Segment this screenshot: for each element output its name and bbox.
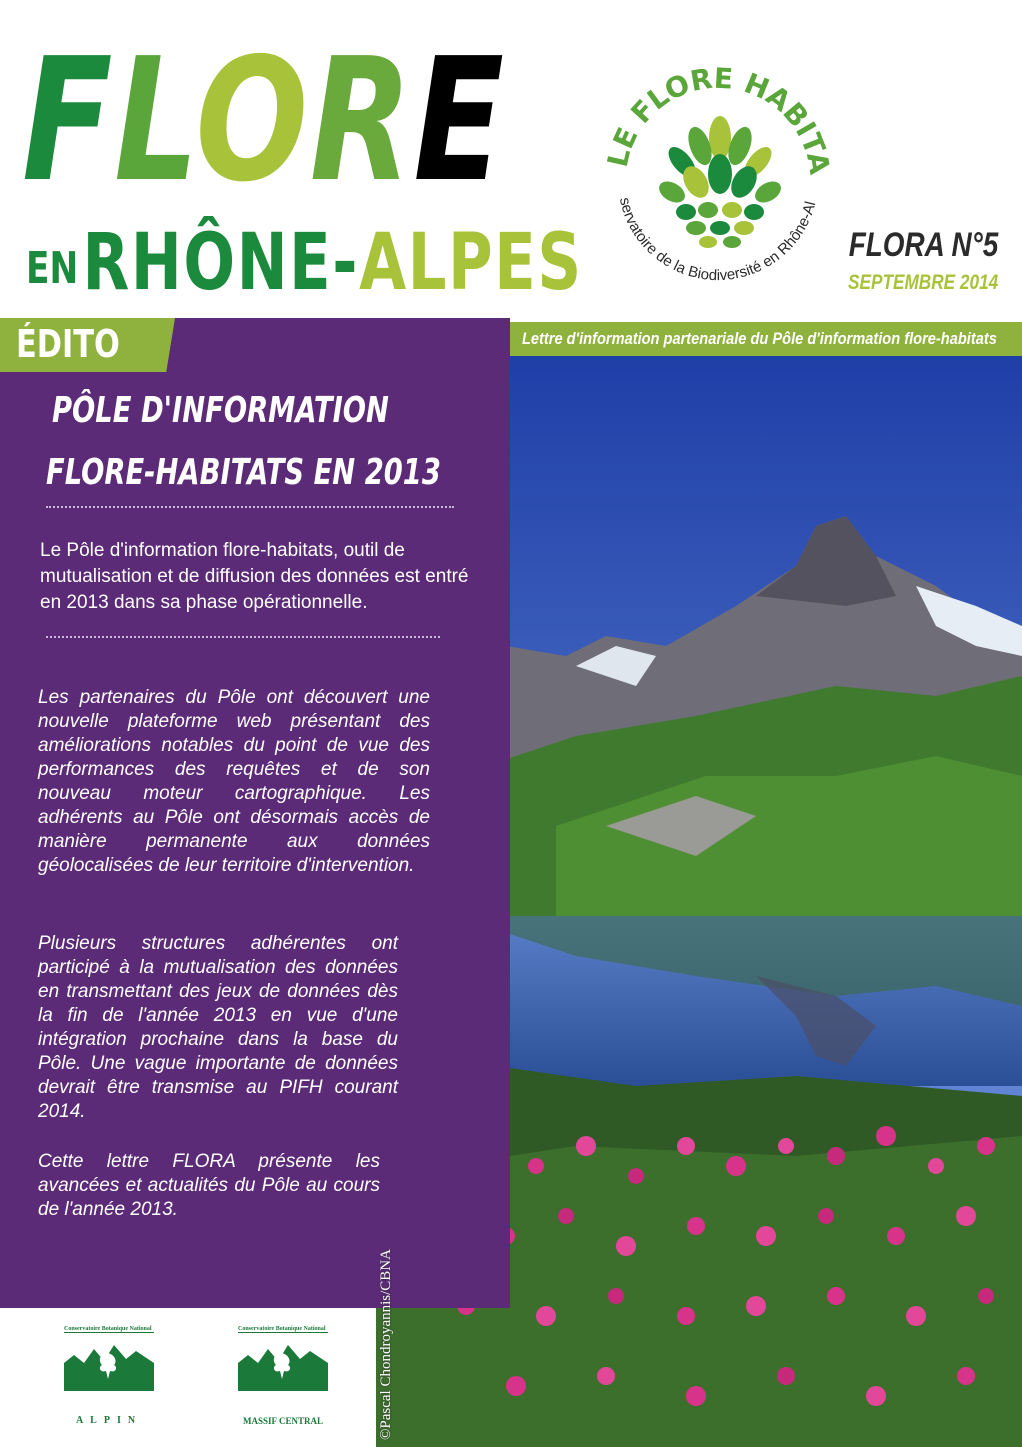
title-flore: FLORE	[22, 22, 506, 220]
issue-date: SEPTEMBRE 2014	[847, 271, 998, 294]
tagline: Lettre d'information partenariale du Pôle d'information flore-habitats	[522, 329, 997, 348]
pole-flore-habitats-logo	[596, 50, 836, 300]
edito-paragraph: Les partenaires du Pôle ont découvert une nouvelle plateforme web présentant des améliorations notables du point de vue des performances des requêtes et de son nouveau moteur cartographique. Les adhérents au Pôle ont désormais accès de manière permanente aux données géolocalisées de leur territoire d'intervention.	[38, 687, 430, 876]
dotted-divider	[46, 636, 440, 638]
logo-arc-top: LE FLORE HABITA	[600, 61, 836, 175]
issue-number: FLORA N°5	[848, 226, 998, 264]
edito-paragraph: Cette lettre FLORA présente les avancées et actualités du Pôle au cours de l'année 2013.	[38, 1151, 380, 1220]
edito-paragraph: Plusieurs structures adhérentes ont participé à la mutualisation des données en transmettant des jeux de données dès la fin de l'année 2013 en vue d'une intégration prochaine dans la base du Pôle. Une vague importante de données devrait être transmise au PIFH courant 2014.	[38, 933, 398, 1122]
cbn-massif-central-logo: Conservatoire Botanique National MASSIF CENTRAL	[238, 1326, 328, 1426]
photo-credit: ©Pascal Chondroyannis/CBNA	[378, 1249, 394, 1440]
masthead	[0, 0, 1022, 320]
headline-line-2: FLORE-HABITATS EN 2013	[46, 452, 441, 493]
dotted-divider	[46, 506, 454, 508]
headline-line-1: PÔLE D'INFORMATION	[52, 390, 389, 431]
title-region: EN RHÔNE-ALPES	[26, 218, 583, 308]
issue-info	[815, 226, 998, 295]
cbn-alpin-logo: Conservatoire Botanique National ALPIN	[64, 1326, 154, 1426]
logo-arc-bottom: servatoire de la Biodiversité en Rhône-Al	[615, 195, 820, 285]
edito-label: ÉDITO	[16, 322, 120, 366]
intro-text: Le Pôle d'information flore-habitats, outil de mutualisation et de diffusion des données est entré en 2013 dans sa phase opérationnelle.	[40, 540, 469, 613]
mountain-icon	[64, 1333, 154, 1403]
mountain-icon	[238, 1333, 328, 1403]
leaf-sphere-icon	[655, 116, 784, 248]
